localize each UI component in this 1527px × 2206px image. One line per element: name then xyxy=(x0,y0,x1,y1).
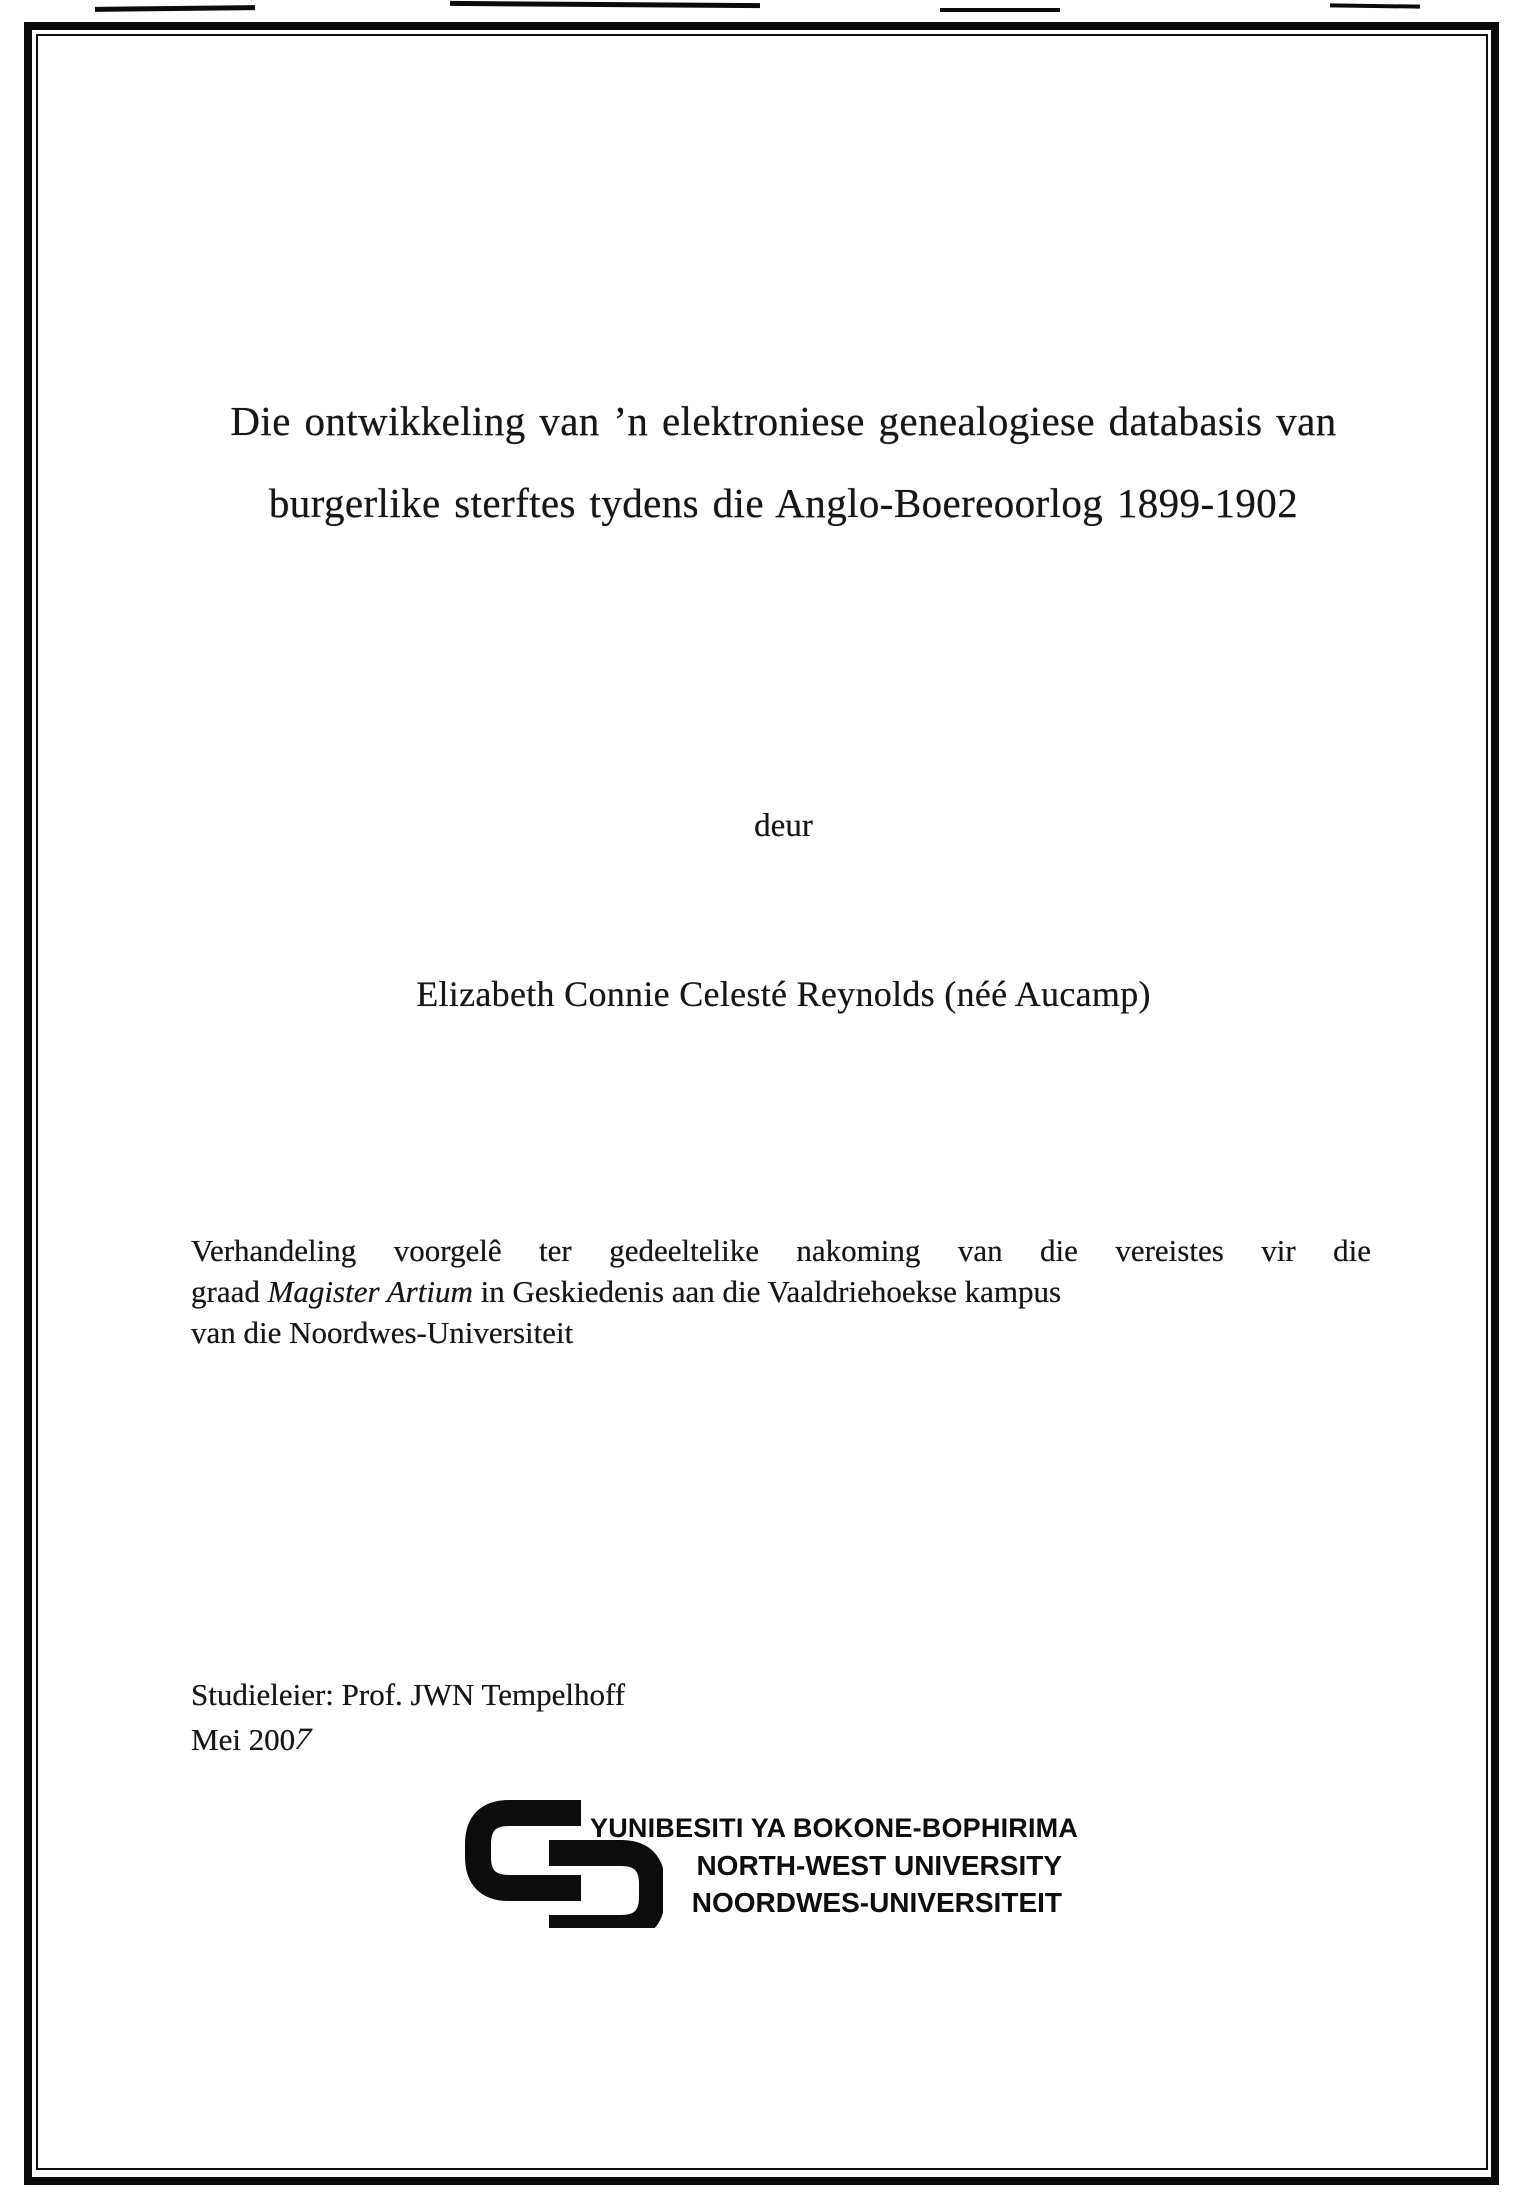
thesis-title xyxy=(175,380,1392,544)
scan-artifact xyxy=(450,1,760,8)
degree-line2-prefix: graad xyxy=(191,1274,268,1309)
degree-name-italic: Magister Artium xyxy=(267,1274,473,1309)
degree-statement-line2 xyxy=(191,1271,1371,1312)
date-prefix: Mei 200 xyxy=(191,1722,296,1757)
thesis-title-line2: burgerlike sterftes tydens die Anglo-Boereoorlog 1899-1902 xyxy=(268,480,1299,526)
degree-statement-line3: van die Noordwes-Universiteit xyxy=(191,1315,574,1350)
supervisor-line: Studieleier: Prof. JWN Tempelhoff xyxy=(191,1677,626,1712)
degree-statement xyxy=(191,1230,1371,1353)
supervisor-block xyxy=(191,1672,625,1762)
date-last-digit: 7 xyxy=(290,1721,316,1756)
university-logo xyxy=(465,1798,1105,1930)
scan-artifact xyxy=(1330,3,1420,8)
logo-text-setswana: YUNIBESITI YA BOKONE-BOPHIRIMA xyxy=(590,1813,1079,1843)
degree-statement-line1: Verhandeling voorgelê ter gedeeltelike nakoming van die vereistes vir die xyxy=(191,1233,1371,1268)
byline-label: deur xyxy=(754,808,813,844)
degree-line2-suffix: in Geskiedenis aan die Vaaldriehoekse kampus xyxy=(472,1274,1062,1309)
logo-text-afrikaans: NOORDWES-UNIVERSITEIT xyxy=(691,1887,1062,1918)
author-name: Elizabeth Connie Celesté Reynolds (néé Aucamp) xyxy=(416,974,1151,1014)
scan-artifact xyxy=(95,5,255,12)
date-line xyxy=(191,1717,625,1762)
thesis-title-line1: Die ontwikkeling van ’n elektroniese genealogiese databasis van xyxy=(230,398,1337,444)
scan-artifact xyxy=(940,8,1060,12)
logo-text-english: NORTH-WEST UNIVERSITY xyxy=(696,1850,1062,1881)
university-logo-text xyxy=(590,1810,1079,1921)
